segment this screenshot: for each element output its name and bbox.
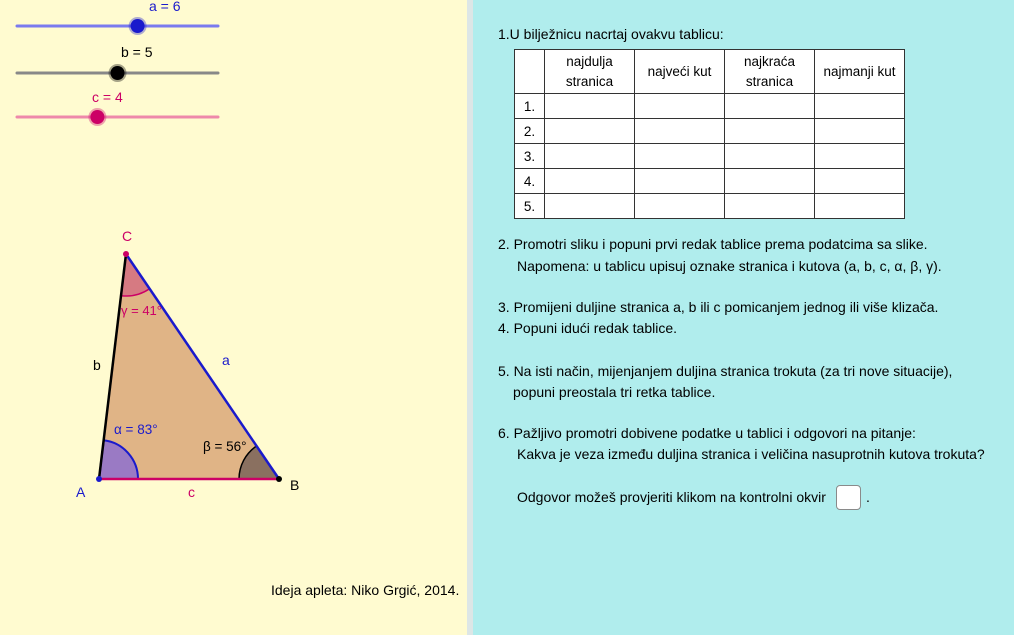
- vertex-C-point[interactable]: [123, 251, 129, 257]
- table-header-cell: [725, 50, 815, 94]
- table-row: [515, 119, 905, 144]
- table-cell: [635, 119, 725, 144]
- table-cell: [815, 169, 905, 194]
- table-cell: [815, 94, 905, 119]
- table-row: [515, 94, 905, 119]
- slider-b-label: b = 5: [121, 44, 153, 60]
- answer-prompt-text: Odgovor možeš provjeriti klikom na kontrolni okvir: [517, 489, 826, 505]
- step2-note-text: Napomena: u tablicu upisuj oznake stranica i kutova (a, b, c, α, β, γ).: [517, 258, 942, 274]
- angle-gamma-label: γ = 41°: [121, 303, 162, 318]
- triangle-canvas: [0, 0, 467, 635]
- table-cell: [725, 194, 815, 219]
- answer-period: .: [866, 489, 870, 505]
- table-cell: [545, 144, 635, 169]
- vertex-B-label: B: [290, 477, 300, 493]
- step1-text: 1.U bilježnicu nacrtaj ovakvu tablicu:: [498, 26, 724, 42]
- table-cell: [545, 94, 635, 119]
- step4-text: 4. Popuni idući redak tablice.: [498, 320, 677, 336]
- table-row: [515, 169, 905, 194]
- table-row: [515, 194, 905, 219]
- row-number: 4.: [515, 169, 545, 194]
- step5-cont-text: popuni preostala tri retka tablice.: [513, 384, 716, 400]
- table-header-cell: [545, 50, 635, 94]
- angle-beta-label: β = 56°: [203, 439, 247, 454]
- step6-question-text: Kakva je veza između duljina stranica i veličina nasuprotnih kutova trokuta?: [517, 446, 985, 462]
- row-number: 5.: [515, 194, 545, 219]
- table-cell: [725, 119, 815, 144]
- step3-text: 3. Promijeni duljine stranica a, b ili c pomicanjem jednog ili više klizača.: [498, 299, 939, 315]
- table-cell: [635, 94, 725, 119]
- header-line: najveći kut: [647, 63, 712, 79]
- step5-text: 5. Na isti način, mijenjanjem duljina stranica trokuta (za tri nove situacije),: [498, 363, 953, 379]
- header-line: najkraća: [743, 53, 796, 69]
- table-cell: [545, 119, 635, 144]
- slider-c-label: c = 4: [92, 89, 123, 105]
- credit-text: Ideja apleta: Niko Grgić, 2014.: [271, 582, 460, 598]
- table-cell: [635, 194, 725, 219]
- table-cell: [725, 169, 815, 194]
- table-cell: [725, 94, 815, 119]
- table-cell: [815, 119, 905, 144]
- side-c-label: c: [188, 484, 195, 500]
- angle-alpha-label: α = 83°: [114, 422, 158, 437]
- vertex-B-point[interactable]: [276, 476, 282, 482]
- header-line: najmanji kut: [823, 63, 896, 79]
- table-cell: [545, 194, 635, 219]
- graphics-view: [0, 0, 467, 635]
- vertex-A-point[interactable]: [96, 476, 102, 482]
- side-a-label: a: [222, 352, 230, 368]
- table-cell: [545, 169, 635, 194]
- table-cell: [815, 194, 905, 219]
- table-row: [515, 144, 905, 169]
- step2-text: 2. Promotri sliku i popuni prvi redak tablice prema podatcima sa slike.: [498, 236, 928, 252]
- table-header-row: [515, 50, 905, 94]
- table-cell: [635, 144, 725, 169]
- step6-text: 6. Pažljivo promotri dobivene podatke u tablici i odgovori na pitanje:: [498, 425, 916, 441]
- row-number: 2.: [515, 119, 545, 144]
- table-cell: [725, 144, 815, 169]
- vertex-C-label: C: [122, 228, 133, 244]
- table-corner-cell: [515, 50, 545, 94]
- header-line: stranica: [745, 73, 794, 89]
- table-header-cell: [815, 50, 905, 94]
- table-header-cell: [635, 50, 725, 94]
- vertex-A-label: A: [76, 484, 86, 500]
- slider-a-label: a = 6: [149, 0, 181, 14]
- table-cell: [815, 144, 905, 169]
- answer-checkbox[interactable]: [836, 485, 861, 510]
- table-cell: [635, 169, 725, 194]
- answer-table: [514, 49, 905, 219]
- header-line: stranica: [565, 73, 614, 89]
- header-line: najdulja: [566, 53, 613, 69]
- side-b-label: b: [93, 357, 101, 373]
- row-number: 3.: [515, 144, 545, 169]
- row-number: 1.: [515, 94, 545, 119]
